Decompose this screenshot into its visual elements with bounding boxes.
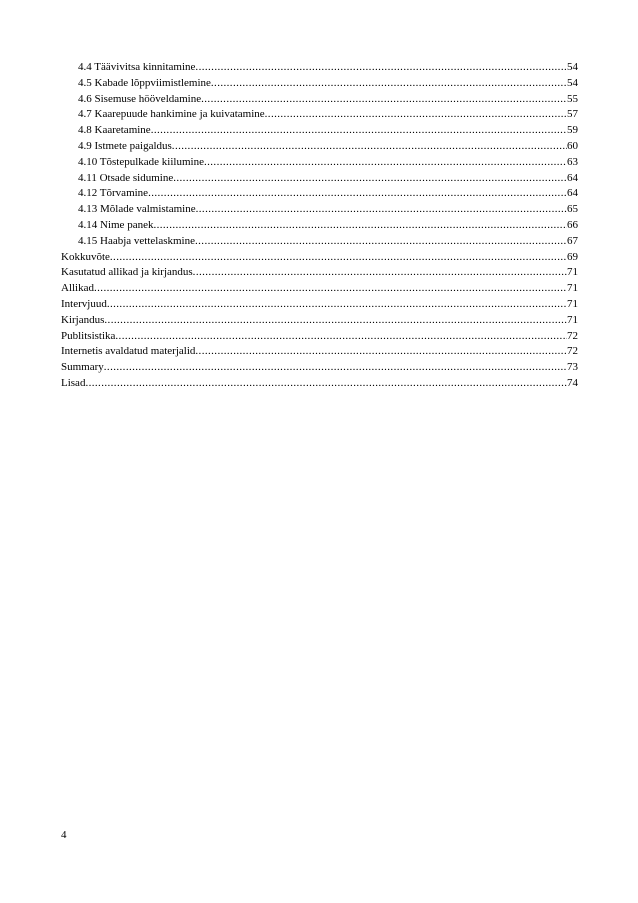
toc-entry-page: 71 bbox=[567, 313, 578, 326]
toc-entry-page: 64 bbox=[567, 187, 578, 200]
toc-entry-page: 71 bbox=[567, 297, 578, 310]
toc-entry-title: 4.8 Kaaretamine bbox=[78, 124, 151, 137]
toc-entry-page: 54 bbox=[567, 61, 578, 73]
toc-dot-leader bbox=[115, 329, 567, 345]
toc-dot-leader bbox=[193, 265, 567, 281]
toc-entry-page: 54 bbox=[567, 76, 578, 89]
toc-entry[interactable] bbox=[61, 60, 578, 76]
toc-entry[interactable] bbox=[61, 107, 578, 123]
toc-entry[interactable] bbox=[61, 155, 578, 171]
toc-entry-title: Allikad bbox=[61, 282, 94, 295]
toc-entry-title: 4.5 Kabade lõppviimistlemine bbox=[78, 76, 211, 89]
toc-entry[interactable] bbox=[61, 313, 578, 329]
toc-entry-page: 59 bbox=[567, 124, 578, 137]
toc-entry[interactable] bbox=[61, 218, 578, 234]
toc-entry[interactable] bbox=[61, 234, 578, 250]
toc-entry[interactable] bbox=[61, 123, 578, 139]
toc-dot-leader bbox=[172, 139, 567, 155]
toc-entry-page: 57 bbox=[567, 108, 578, 121]
toc-dot-leader bbox=[104, 313, 567, 329]
toc-dot-leader bbox=[265, 107, 567, 123]
toc-entry-page: 69 bbox=[567, 250, 578, 263]
toc-entry-title: 4.9 Istmete paigaldus bbox=[78, 139, 172, 152]
toc-dot-leader bbox=[110, 250, 567, 266]
toc-entry-title: Internetis avaldatud materjalid bbox=[61, 345, 196, 358]
toc-entry[interactable] bbox=[61, 92, 578, 108]
toc-entry[interactable] bbox=[61, 344, 578, 360]
toc-entry[interactable] bbox=[61, 360, 578, 376]
toc-entry[interactable] bbox=[61, 376, 578, 392]
toc-entry-page: 73 bbox=[567, 361, 578, 374]
toc-entry-title: 4.13 Mõlade valmistamine bbox=[78, 203, 196, 216]
toc-entry-title: 4.6 Sisemuse hööveldamine bbox=[78, 92, 202, 105]
page-number: 4 bbox=[61, 829, 67, 841]
toc-entry-page: 55 bbox=[567, 92, 578, 105]
toc-entry[interactable] bbox=[61, 265, 578, 281]
toc-entry-page: 72 bbox=[567, 329, 578, 342]
toc-entry-title: Kasutatud allikad ja kirjandus bbox=[61, 266, 193, 279]
toc-entry-title: Summary bbox=[61, 361, 104, 374]
toc-entry[interactable] bbox=[61, 76, 578, 92]
toc-dot-leader bbox=[148, 186, 567, 202]
toc-dot-leader bbox=[196, 202, 567, 218]
toc-entry-page: 74 bbox=[567, 376, 578, 389]
toc-entry[interactable] bbox=[61, 250, 578, 266]
toc-entry-page: 71 bbox=[567, 266, 578, 279]
toc-entry[interactable] bbox=[61, 297, 578, 313]
toc-entry[interactable] bbox=[61, 329, 578, 345]
toc-entry-title: 4.10 Tõstepulkade kiilumine bbox=[78, 155, 204, 168]
toc-entry[interactable] bbox=[61, 139, 578, 155]
toc-dot-leader bbox=[94, 281, 567, 297]
toc-entry-title: 4.4 Täävivitsa kinnitamine bbox=[78, 61, 196, 73]
toc-dot-leader bbox=[85, 376, 567, 392]
toc-entry-title: 4.14 Nime panek bbox=[78, 218, 154, 231]
toc-dot-leader bbox=[195, 60, 567, 76]
toc-dot-leader bbox=[201, 92, 567, 108]
toc-entry[interactable] bbox=[61, 202, 578, 218]
toc-entry[interactable] bbox=[61, 186, 578, 202]
toc-entry-title: 4.11 Otsade sidumine bbox=[78, 171, 174, 184]
toc-dot-leader bbox=[151, 123, 567, 139]
toc-dot-leader bbox=[153, 218, 567, 234]
toc-entry-page: 60 bbox=[567, 139, 578, 152]
toc-entry-page: 65 bbox=[567, 203, 578, 216]
toc-dot-leader bbox=[204, 155, 567, 171]
toc-entry-title: Kirjandus bbox=[61, 313, 105, 326]
toc-entry-page: 63 bbox=[567, 155, 578, 168]
toc-entry-page: 66 bbox=[567, 218, 578, 231]
toc-dot-leader bbox=[211, 76, 567, 92]
toc-dot-leader bbox=[195, 344, 567, 360]
toc-entry-title: Publitsistika bbox=[61, 329, 116, 342]
toc-entry-page: 72 bbox=[567, 345, 578, 358]
toc-entry[interactable] bbox=[61, 281, 578, 297]
toc-dot-leader bbox=[104, 360, 567, 376]
toc-entry-title: 4.12 Tõrvamine bbox=[78, 187, 149, 200]
toc-dot-leader bbox=[107, 297, 567, 313]
toc-dot-leader bbox=[195, 234, 567, 250]
table-of-contents bbox=[61, 60, 578, 392]
toc-entry-page: 71 bbox=[567, 282, 578, 295]
toc-entry[interactable] bbox=[61, 171, 578, 187]
toc-entry-title: 4.7 Kaarepuude hankimine ja kuivatamine bbox=[78, 108, 265, 121]
toc-entry-title: Kokkuvõte bbox=[61, 250, 110, 263]
toc-entry-title: Lisad bbox=[61, 376, 86, 389]
toc-entry-page: 67 bbox=[567, 234, 578, 247]
toc-dot-leader bbox=[173, 171, 567, 187]
toc-entry-title: 4.15 Haabja vettelaskmine bbox=[78, 234, 195, 247]
toc-entry-title: Intervjuud bbox=[61, 297, 107, 310]
toc-entry-page: 64 bbox=[567, 171, 578, 184]
